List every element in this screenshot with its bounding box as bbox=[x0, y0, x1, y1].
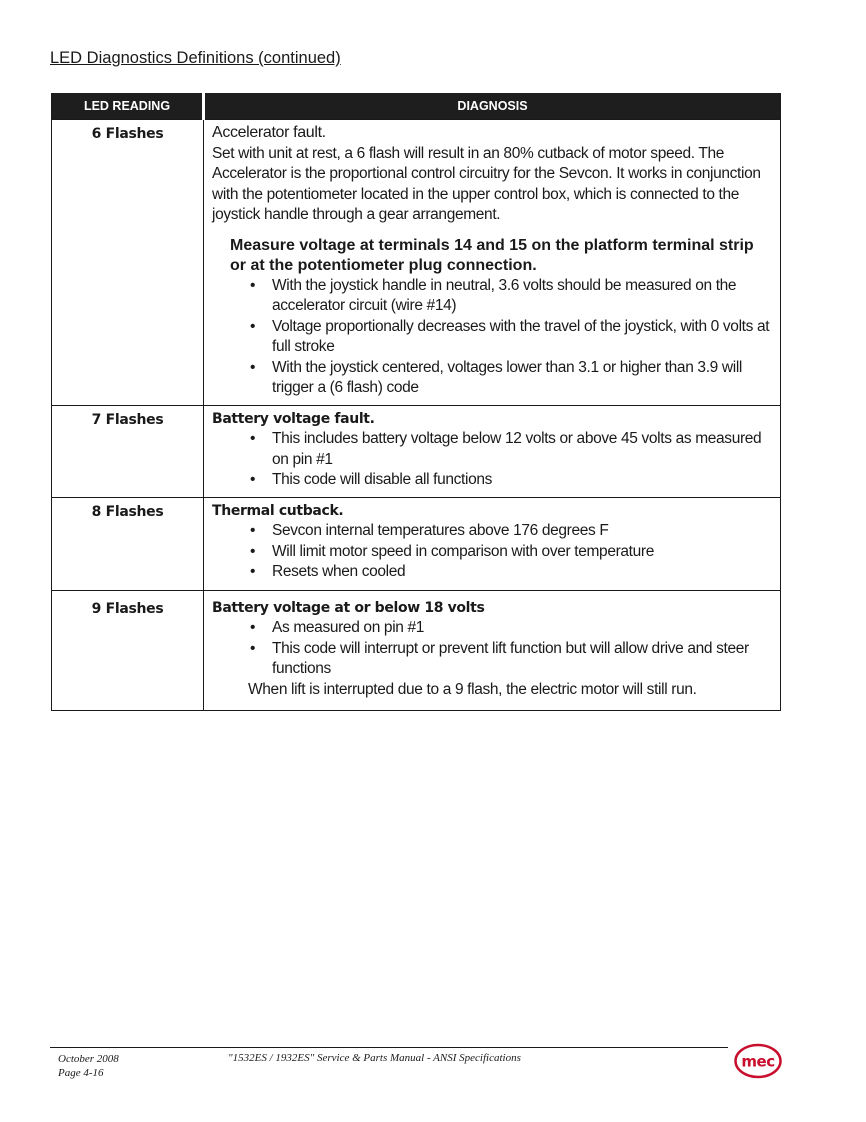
bullet-list bbox=[212, 521, 770, 583]
list-item: • This code will disable all functions bbox=[250, 470, 770, 491]
list-item: • With the joystick handle in neutral, 3.6 volts should be measured on the accelerator circuit (wire #14) bbox=[250, 276, 770, 317]
table-row bbox=[52, 497, 781, 590]
diagnosis-cell bbox=[204, 405, 781, 497]
diagnostics-table bbox=[51, 93, 781, 711]
list-item: • Sevcon internal temperatures above 176 degrees F bbox=[250, 521, 770, 542]
mec-logo bbox=[734, 1043, 782, 1079]
header-led-reading: LED READING bbox=[52, 93, 204, 120]
footer-date: October 2008 bbox=[58, 1053, 119, 1065]
measure-instruction: Measure voltage at terminals 14 and 15 on the platform terminal strip or at the potentiometer plug connection. bbox=[230, 236, 754, 274]
bullet-list bbox=[212, 276, 770, 399]
lift-note: When lift is interrupted due to a 9 flash, the electric motor will still run. bbox=[248, 680, 697, 698]
fault-description: Set with unit at rest, a 6 flash will result in an 80% cutback of motor speed. The Accelerator is the proportional control circuitry for the Sevcon. It works in conjunction with the potentiometer located in the upper control box, which is connected to the joystick handle through a gear arrangement. bbox=[212, 144, 761, 223]
fault-title: Battery voltage fault. bbox=[212, 410, 375, 427]
table-header-row bbox=[52, 93, 781, 120]
list-item: • Resets when cooled bbox=[250, 562, 770, 583]
diagnosis-cell bbox=[204, 590, 781, 710]
list-item: • This includes battery voltage below 12 volts or above 45 volts as measured on pin #1 bbox=[250, 429, 770, 470]
footer-page-number: Page 4-16 bbox=[58, 1067, 104, 1079]
diagnosis-cell bbox=[204, 120, 781, 406]
logo-wordmark: mec bbox=[741, 1052, 775, 1071]
led-reading-cell: 7 Flashes bbox=[52, 405, 204, 497]
diagnosis-cell bbox=[204, 497, 781, 590]
fault-title: Thermal cutback. bbox=[212, 502, 344, 519]
led-reading-cell: 9 Flashes bbox=[52, 590, 204, 710]
bullet-list bbox=[212, 618, 770, 680]
list-item: • With the joystick centered, voltages lower than 3.1 or higher than 3.9 will trigger a (6 flash) code bbox=[250, 358, 770, 399]
table-row bbox=[52, 120, 781, 406]
table-row bbox=[52, 405, 781, 497]
led-reading-cell: 8 Flashes bbox=[52, 497, 204, 590]
footer-date-block bbox=[58, 1052, 119, 1080]
list-item: • Voltage proportionally decreases with the travel of the joystick, with 0 volts at full stroke bbox=[250, 317, 770, 358]
bullet-list bbox=[212, 429, 770, 491]
mec-logo-icon bbox=[734, 1043, 782, 1079]
list-item: • As measured on pin #1 bbox=[250, 618, 770, 639]
footer-divider bbox=[50, 1047, 728, 1048]
fault-title: Battery voltage at or below 18 volts bbox=[212, 599, 485, 616]
list-item: • This code will interrupt or prevent lift function but will allow drive and steer functions bbox=[250, 639, 770, 680]
footer-manual-title: "1532ES / 1932ES" Service & Parts Manual - ANSI Specifications bbox=[228, 1052, 521, 1064]
section-heading: LED Diagnostics Definitions (continued) bbox=[50, 49, 341, 67]
list-item: • Will limit motor speed in comparison with over temperature bbox=[250, 542, 770, 563]
header-diagnosis: DIAGNOSIS bbox=[204, 93, 781, 120]
table-row bbox=[52, 590, 781, 710]
led-reading-cell: 6 Flashes bbox=[52, 120, 204, 406]
fault-title: Accelerator fault. bbox=[212, 124, 326, 141]
